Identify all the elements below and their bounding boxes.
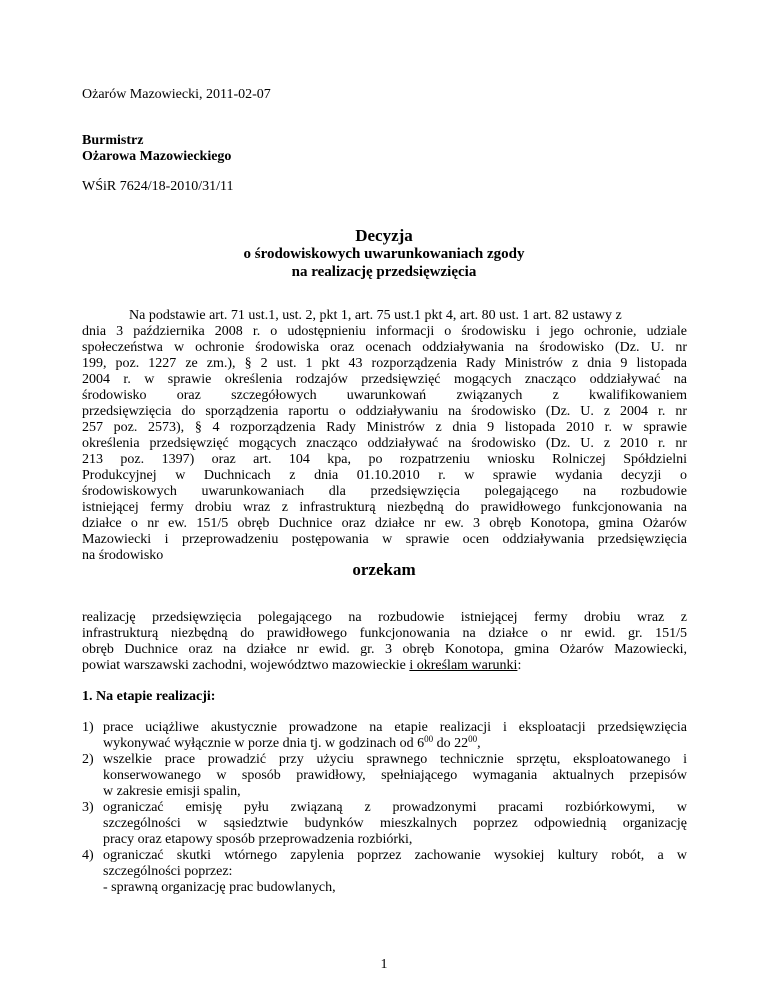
basis-line: Mazowiecki i przeprowadzeniu postępowania w sprawie ocen oddziaływania przedsięwzięcia (82, 532, 687, 547)
basis-line: przedsięwzięcia do sporządzenia raportu o oddziaływaniu na środowisko (Dz. U. z 2004 r. nr (82, 404, 687, 419)
list-item-number: 3) (82, 800, 94, 815)
hours-superscript: 00 (468, 734, 478, 744)
basis-line: na środowisko (82, 548, 164, 563)
basis-line: środowisko oraz szczegółowych uwarunkowań związanych z kwalifikowaniem (82, 388, 687, 403)
basis-line: społeczeństwa w ochronie środowiska oraz ocenach oddziaływania na środowisko (Dz. U. nr (82, 340, 687, 355)
conditions-underlined: i określam warunki (409, 658, 518, 673)
decision-colon: : (517, 658, 522, 673)
document-title: Decyzja (355, 226, 413, 245)
basis-line: 257 poz. 2573), § 4 rozporządzenia Rady Ministrów z dnia 9 listopada 2010 r. w sprawie (82, 420, 687, 435)
basis-line: istniejącej fermy drobiu wraz z infrastrukturą niezbędną do prawidłowego funkcjonowania na (82, 500, 687, 515)
list-item-line: szczególności poprzez: (103, 864, 233, 879)
decision-line: obręb Duchnice oraz na działce nr ewid. gr. 3 obręb Konotopa, gmina Ożarów Mazowiecki, (82, 642, 687, 657)
list-item-line: ograniczać skutki wtórnego zapylenia poprzez zachowanie wysokiej kultury robót, a w (103, 848, 687, 863)
list-item-line: konserwowanego w sposób prawidłowy, spełniającego wymagania aktualnych przepisów (103, 768, 687, 783)
basis-line: 213 poz. 1397) oraz art. 104 kpa, po rozpatrzeniu wniosku Rolniczej Spółdzielni (82, 452, 687, 467)
list-item-line: wszelkie prace prowadzić przy użyciu sprawnego technicznie sprzętu, eksploatowanego i (103, 752, 687, 767)
basis-line: dnia 3 października 2008 r. o udostępnieniu informacji o środowisku i jego ochronie, udziale (82, 324, 687, 339)
list-item-line: - sprawną organizację prac budowlanych, (103, 880, 336, 895)
list-item-line: szczególności w sąsiedztwie budynków mieszkalnych poprzez odpowiednią organizację (103, 816, 687, 831)
hours-text: , (477, 736, 481, 751)
basis-line: 2004 r. w sprawie określenia rodzajów przedsięwzięć mogących znacząco oddziaływać na (82, 372, 687, 387)
reference-number: WŚiR 7624/18-2010/31/11 (82, 179, 234, 194)
decision-line: infrastrukturą niezbędną do prawidłowego funkcjonowania na działce o nr ewid. gr. 151/5 (82, 626, 687, 641)
basis-line: Na podstawie art. 71 ust.1, ust. 2, pkt 1, art. 75 ust.1 pkt 4, art. 80 ust. 1 art. 82 ustawy z (129, 308, 622, 323)
place-date: Ożarów Mazowiecki, 2011-02-07 (82, 87, 271, 102)
hours-text: wykonywać wyłącznie w porze dnia tj. w godzinach od 6 (103, 736, 425, 751)
page-number: 1 (380, 957, 388, 972)
issuer-title: Burmistrz (82, 133, 144, 148)
basis-line: określenia przedsięwzięć mogących znacząco oddziaływać na środowisko (Dz. U. z 2010 r. nr (82, 436, 687, 451)
ruling-heading: orzekam (352, 560, 416, 579)
list-item-number: 2) (82, 752, 94, 767)
basis-line: działce o nr ew. 151/5 obręb Duchnice oraz działce nr ew. 3 obręb Konotopa, gmina Ożarów (82, 516, 687, 531)
list-item-line: w zakresie emisji spalin, (103, 784, 241, 799)
basis-line: 199, poz. 1227 ze zm.), § 2 ust. 1 pkt 43 rozporządzenia Rady Ministrów z dnia 9 listopada (82, 356, 687, 371)
decision-line-last (82, 658, 521, 674)
list-item-number: 1) (82, 720, 94, 735)
decision-text: powiat warszawski zachodni, województwo mazowieckie (82, 658, 410, 673)
hours-superscript: 00 (424, 734, 434, 744)
document-subtitle-line-1: o środowiskowych uwarunkowaniach zgody (243, 246, 525, 262)
list-item-line: pracy oraz etapowy sposób przeprowadzenia rozbiórki, (103, 832, 413, 847)
list-item-line (103, 736, 481, 752)
hours-text: do 22 (433, 736, 469, 751)
issuer-name: Ożarowa Mazowieckiego (82, 149, 232, 164)
decision-line: realizację przedsięwzięcia polegającego na rozbudowie istniejącej fermy drobiu wraz z (82, 610, 687, 625)
list-item-line: ograniczać emisję pyłu związaną z prowadzonymi pracami rozbiórkowymi, w (103, 800, 687, 815)
section-heading: 1. Na etapie realizacji: (82, 689, 216, 704)
document-subtitle-line-2: na realizację przedsięwzięcia (291, 264, 477, 280)
basis-line: Produkcyjnej w Duchnicach z dnia 01.10.2010 r. w sprawie wydania decyzji o (82, 468, 687, 483)
list-item-line: prace uciążliwe akustycznie prowadzone na etapie realizacji i eksploatacji przedsięwzięcia (103, 720, 687, 735)
basis-line: środowiskowych uwarunkowaniach dla przedsięwzięcia polegającego na rozbudowie (82, 484, 687, 499)
list-item-number: 4) (82, 848, 94, 863)
